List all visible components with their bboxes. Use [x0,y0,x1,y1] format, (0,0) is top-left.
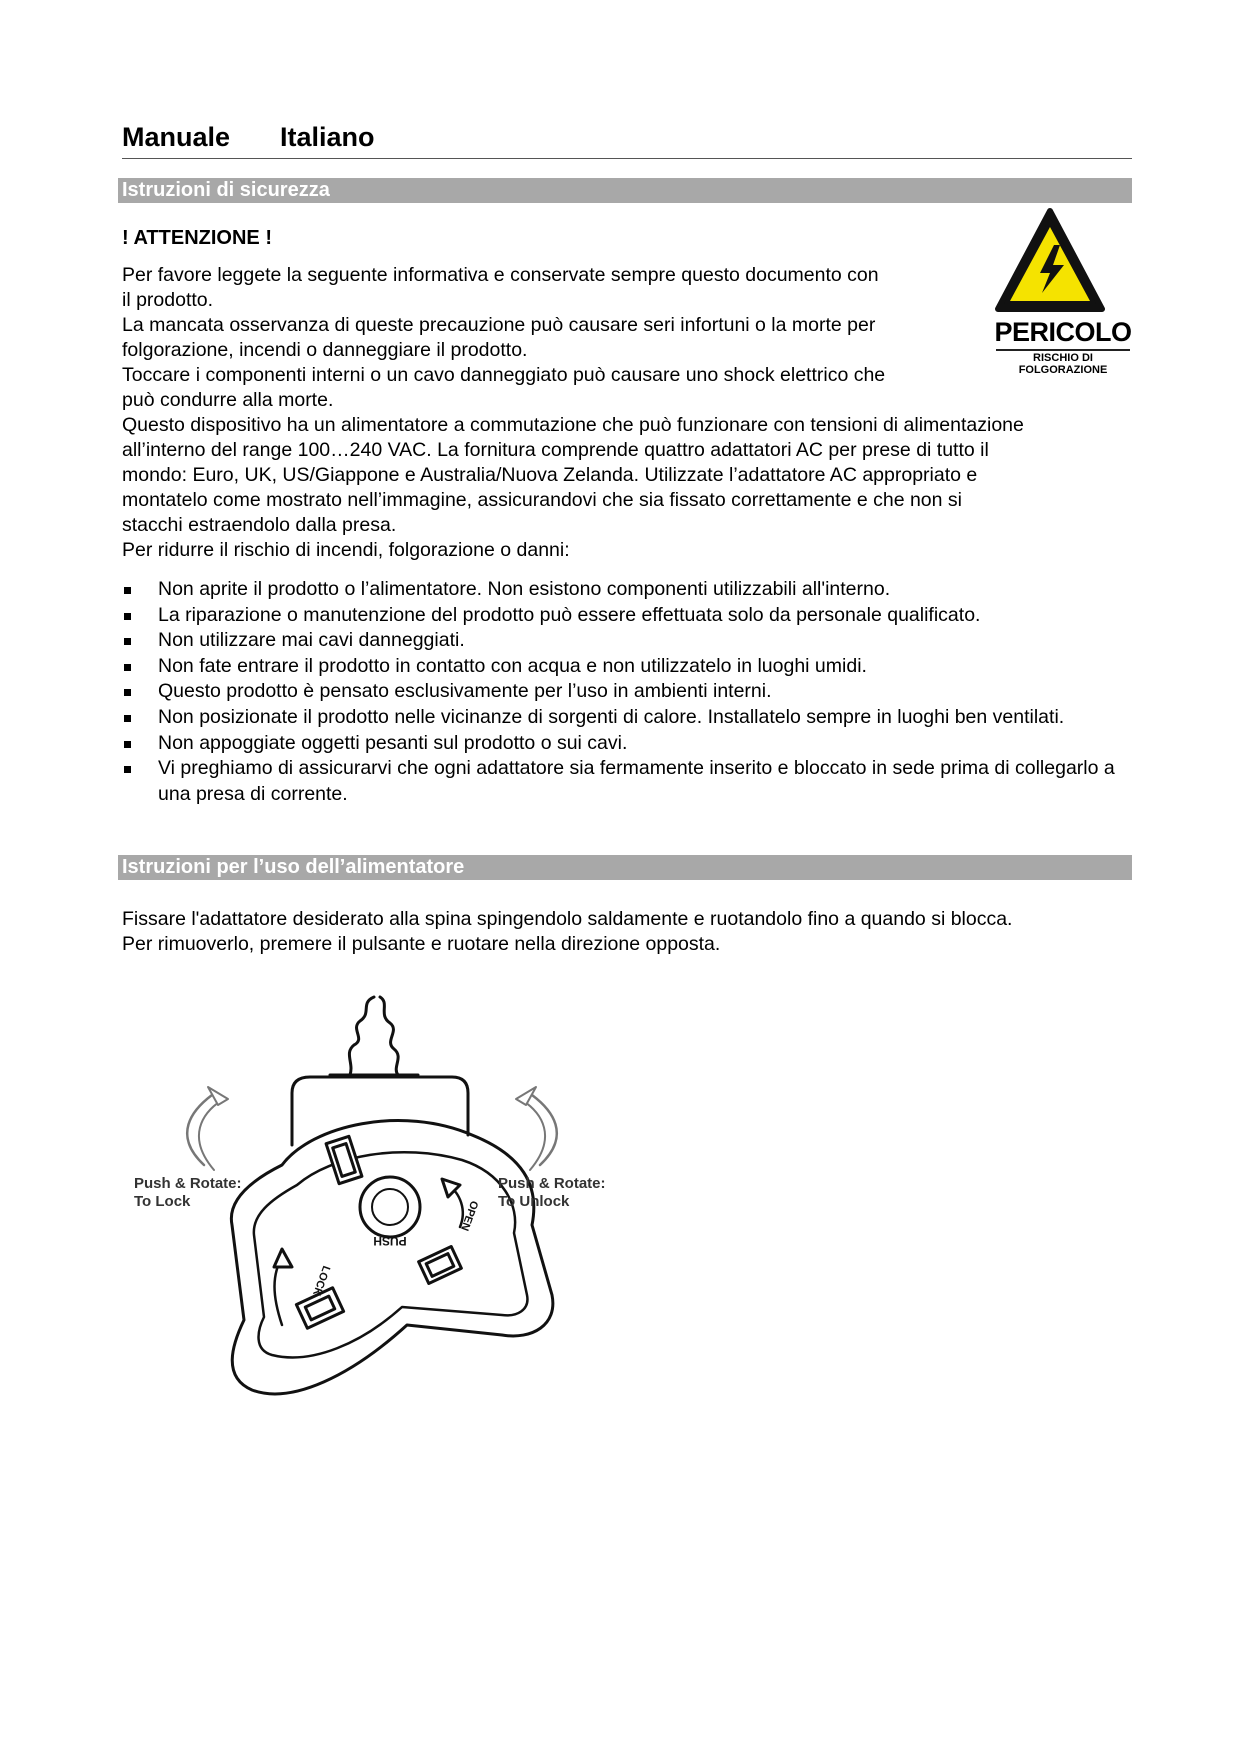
intro-line: Toccare i componenti interni o un cavo danneggiato può causare uno shock elettrico che [122,364,886,386]
intro-line: Per ridurre il rischio di incendi, folgorazione o danni: [122,539,570,561]
sign-title: PERICOLO [994,317,1132,347]
header-title: Manuale [122,122,231,152]
safety-list [122,577,1132,807]
intro-line: stacchi estraendolo dalla presa. [122,514,397,536]
warning-title: ! ATTENZIONE ! [122,227,272,249]
page-header [122,120,1132,159]
bullet-icon [124,689,131,696]
high-voltage-warning-icon [990,207,1136,317]
header-language: Italiano [280,122,375,152]
intro-line: il prodotto. [122,289,214,311]
lock-instruction [134,1175,242,1211]
open-label: OPEN [458,1198,481,1233]
list-item-text: Non aprite il prodotto o l’alimentatore. Non esistono componenti utilizzabili all'interno. [158,578,891,600]
list-item-text: Non utilizzare mai cavi danneggiati. [158,629,465,652]
unlock-instruction [498,1175,606,1211]
list-item [122,603,1132,629]
danger-sign [990,207,1136,376]
section-title-usage: Istruzioni per l’uso dell’alimentatore [118,855,1132,880]
intro-line: all’interno del range 100…240 VAC. La fornitura comprende quattro adattatori AC per prese di tutto il [122,439,989,461]
lock-instruction-line: Push & Rotate: [134,1175,242,1192]
intro-line: mondo: Euro, UK, US/Giappone e Australia/Nuova Zelanda. Utilizzate l’adattatore AC appropriato e [122,464,978,486]
lock-instruction-line: To Lock [134,1193,191,1210]
list-item-text: Non fate entrare il prodotto in contatto con acqua e non utilizzatelo in luoghi umidi. [158,654,867,677]
sign-subtitle-line: RISCHIO DI [1033,352,1093,364]
adapter-diagram [122,995,642,1425]
list-item [122,705,1132,731]
intro-line: folgorazione, incendi o danneggiare il prodotto. [122,339,528,361]
list-item [122,628,1132,654]
usage-line: Fissare l'adattatore desiderato alla spina spingendolo saldamente e ruotandolo fino a quando si blocca. [122,908,1013,930]
list-item-text: Non appoggiate oggetti pesanti sul prodotto o sui cavi. [158,731,628,754]
list-item [122,577,1132,603]
bullet-icon [124,664,131,671]
bullet-icon [124,741,131,748]
list-item [122,756,1132,807]
intro-line: può condurre alla morte. [122,389,334,411]
intro-line: Per favore leggete la seguente informativa e conservate sempre questo documento con [122,264,879,286]
bullet-icon [124,613,131,620]
usage-line: Per rimuoverlo, premere il pulsante e ruotare nella direzione opposta. [122,933,721,955]
intro-line: Questo dispositivo ha un alimentatore a commutazione che può funzionare con tensioni di alimentazione [122,414,1024,436]
unlock-instruction-line: Push & Rotate: [498,1175,606,1192]
intro-line: La mancata osservanza di queste precauzione può causare seri infortuni o la morte per [122,314,876,336]
list-item-text: Vi preghiamo di assicurarvi che ogni adattatore sia fermamente inserito e bloccato in sede prima di collegarlo a una presa di corrente. [158,757,1115,805]
list-item [122,654,1132,680]
intro-text [122,263,1024,563]
push-label: PUSH [373,1234,407,1248]
list-item-text: La riparazione o manutenzione del prodotto può essere effettuata solo da personale qualificato. [158,603,981,626]
intro-line: montatelo come mostrato nell’immagine, assicurandovi che sia fissato correttamente e che non si [122,489,962,511]
list-item-text: Non posizionate il prodotto nelle vicinanze di sorgenti di calore. Installatelo sempre in luoghi ben ventilati. [158,705,1065,728]
bullet-icon [124,587,131,594]
bullet-icon [124,715,131,722]
section-title-safety: Istruzioni di sicurezza [118,178,1132,203]
sign-subtitle-line: FOLGORAZIONE [1018,364,1108,376]
bullet-icon [124,766,131,773]
usage-text [122,907,1012,957]
bullet-icon [124,638,131,645]
list-item [122,731,1132,757]
sign-divider [996,349,1130,351]
lock-label: LOCK [310,1263,333,1298]
list-item-text: Questo prodotto è pensato esclusivamente per l’uso in ambienti interni. [158,680,772,703]
sign-subtitle [990,352,1136,376]
list-item [122,679,1132,705]
unlock-instruction-line: To Unlock [498,1193,570,1210]
